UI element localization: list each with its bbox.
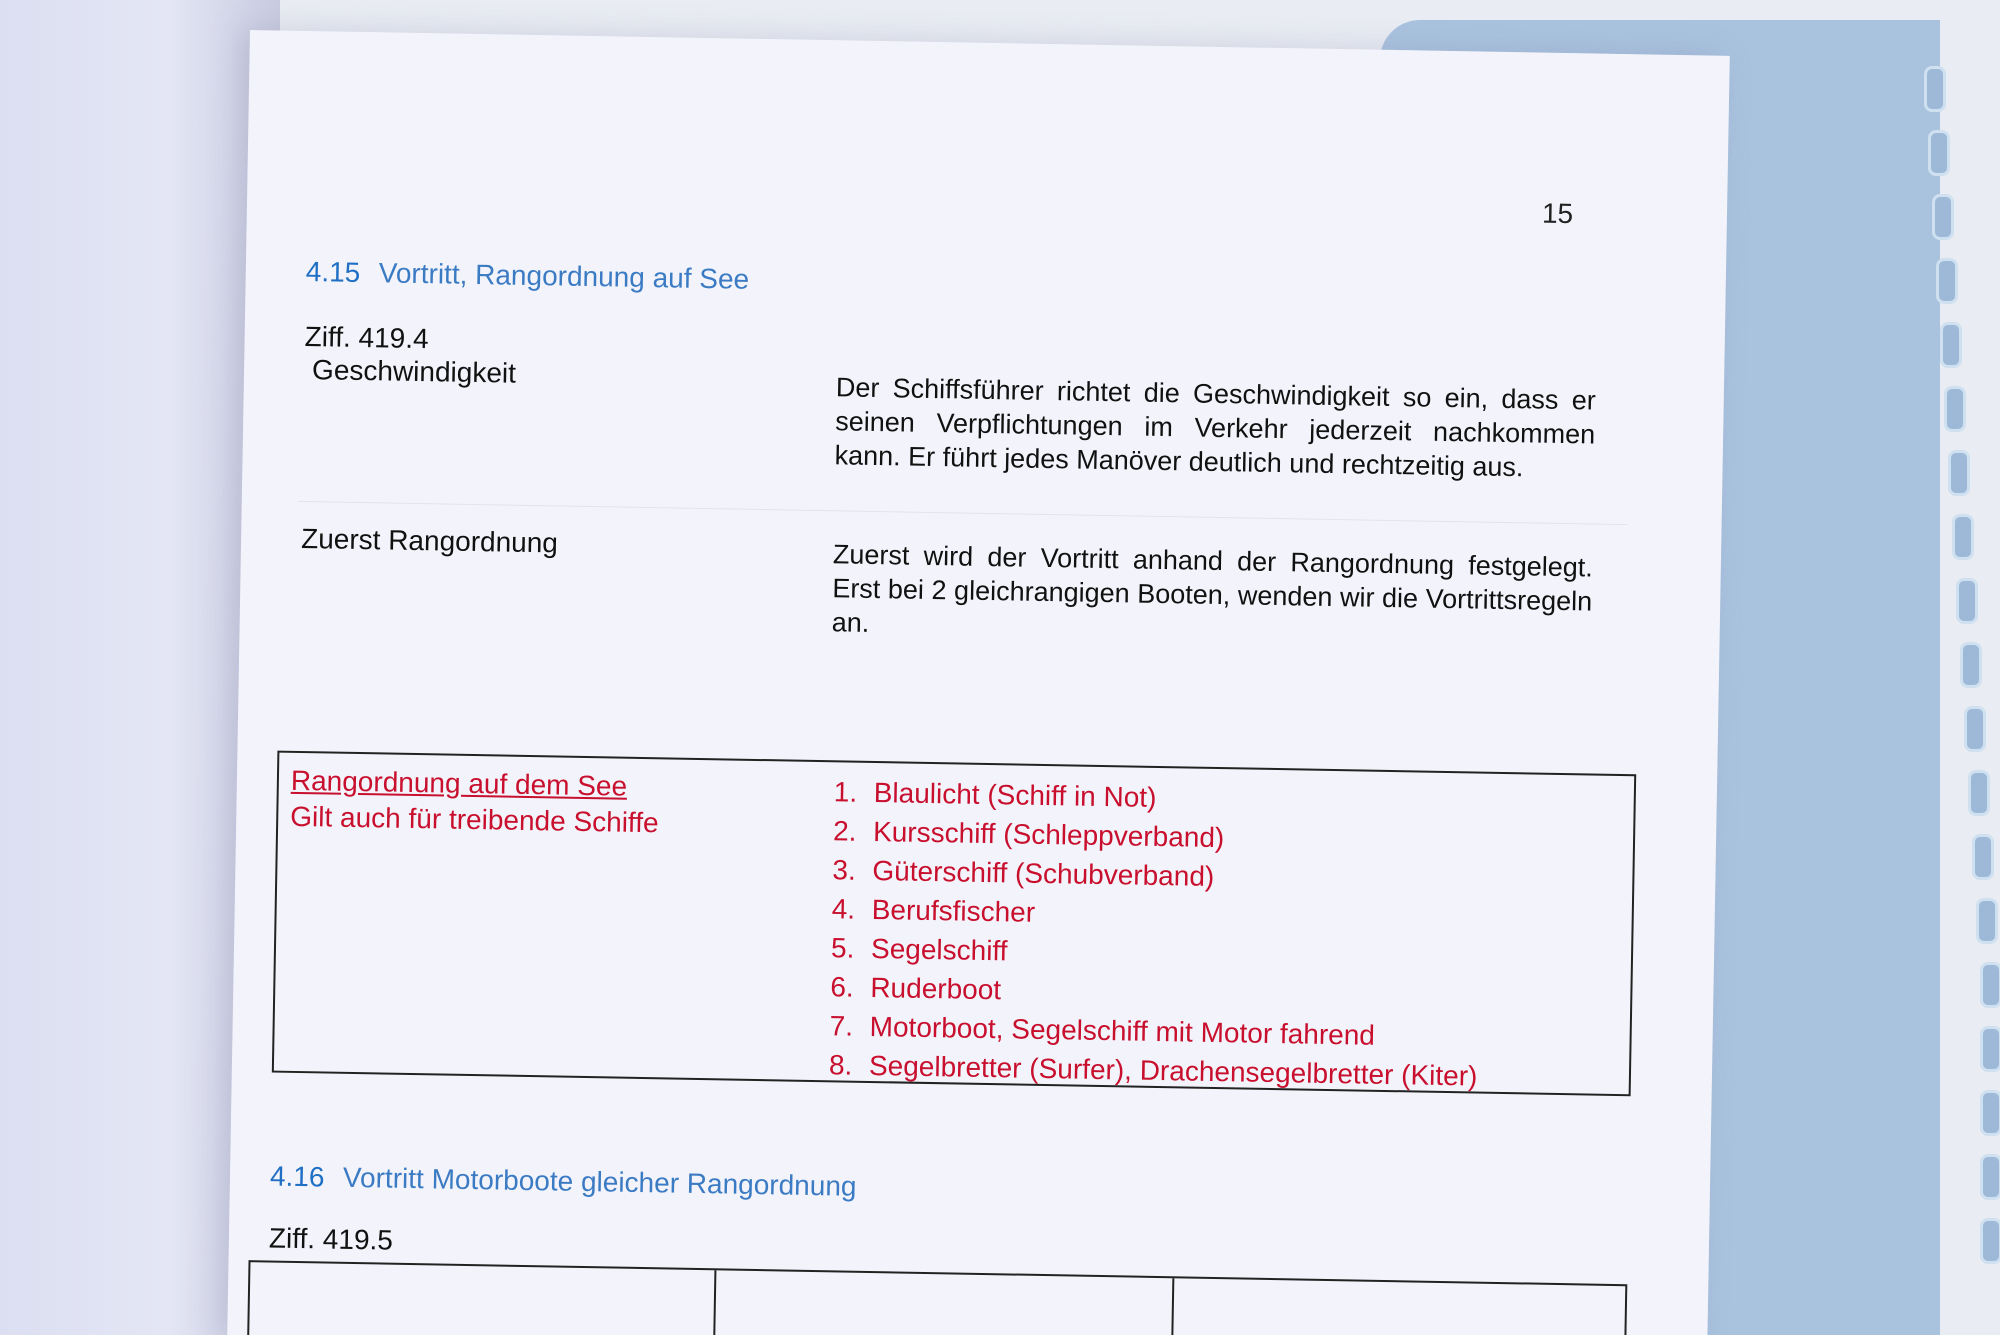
divider — [298, 501, 1628, 525]
binder-ring — [1968, 770, 1990, 816]
binder-ring — [1960, 642, 1982, 688]
section-416-heading — [270, 1161, 857, 1203]
binder-ring — [1980, 1026, 2000, 1072]
section-title: Vortritt Motorboote gleicher Rangordnung — [342, 1161, 857, 1202]
binder-ring — [1952, 514, 1974, 560]
list-item: 8. Segelbretter (Surfer), Drachensegelbretter (Kiter) — [828, 1049, 1478, 1092]
ranking-list — [829, 772, 1483, 1095]
binder-ring — [1932, 194, 1954, 240]
ranking-box — [272, 751, 1636, 1097]
list-item: 1. Blaulicht (Schiff in Not) — [833, 776, 1157, 813]
ziff-reference: Ziff. 419.4 — [304, 321, 429, 355]
list-item: 4. Berufsfischer — [831, 893, 1036, 928]
binder-ring — [1980, 1154, 2000, 1200]
speed-paragraph: Der Schiffsführer richtet die Geschwindigkeit so ein, dass er seinen Verpflichtungen im Verkehr jederzeit nachkommen kann. Er führt jedes Manöver deutlich und rechtzeitig aus. — [834, 372, 1596, 483]
binder-ring — [1980, 1090, 2000, 1136]
binder-ring — [1948, 450, 1970, 496]
document-page — [227, 30, 1730, 1335]
binder-ring — [1972, 834, 1994, 880]
section-415-heading — [306, 256, 750, 296]
binder-ring — [1964, 706, 1986, 752]
list-item: 7. Motorboot, Segelschiff mit Motor fahrend — [829, 1010, 1376, 1051]
binder-ring — [1940, 322, 1962, 368]
ziff-reference: Ziff. 419.5 — [268, 1222, 394, 1256]
section-title: Vortritt, Rangordnung auf See — [378, 257, 750, 295]
rank-paragraph: Zuerst wird der Vortritt anhand der Rangordnung festgelegt. Erst bei 2 gleichrangigen Booten, wenden wir die Vortrittsregeln an. — [831, 539, 1594, 638]
list-item: 3. Güterschiff (Schubverband) — [832, 854, 1215, 892]
page-number: 15 — [1541, 197, 1574, 230]
binder-ring — [1980, 962, 2000, 1008]
section-number: 4.15 — [305, 256, 361, 288]
binder-ring — [1924, 66, 1946, 112]
ranking-heading: Rangordnung auf dem See — [290, 764, 628, 802]
binder-ring — [1928, 130, 1950, 176]
ranking-subheading: Gilt auch für treibende Schiffe — [290, 800, 659, 839]
list-item: 6. Ruderboot — [830, 971, 1002, 1006]
bottom-table — [246, 1260, 1627, 1335]
binder-ring — [1944, 386, 1966, 432]
binder-ring — [1976, 898, 1998, 944]
table-column-divider — [712, 1270, 716, 1335]
binder-ring — [1956, 578, 1978, 624]
speed-label: Geschwindigkeit — [311, 354, 517, 389]
list-item: 2. Kursschiff (Schleppverband) — [832, 815, 1225, 854]
rank-label: Zuerst Rangordnung — [300, 522, 559, 559]
binder-ring — [1936, 258, 1958, 304]
section-number: 4.16 — [269, 1160, 325, 1193]
list-item: 5. Segelschiff — [830, 932, 1008, 967]
binder-ring — [1980, 1218, 2000, 1264]
table-column-divider — [1170, 1278, 1174, 1335]
